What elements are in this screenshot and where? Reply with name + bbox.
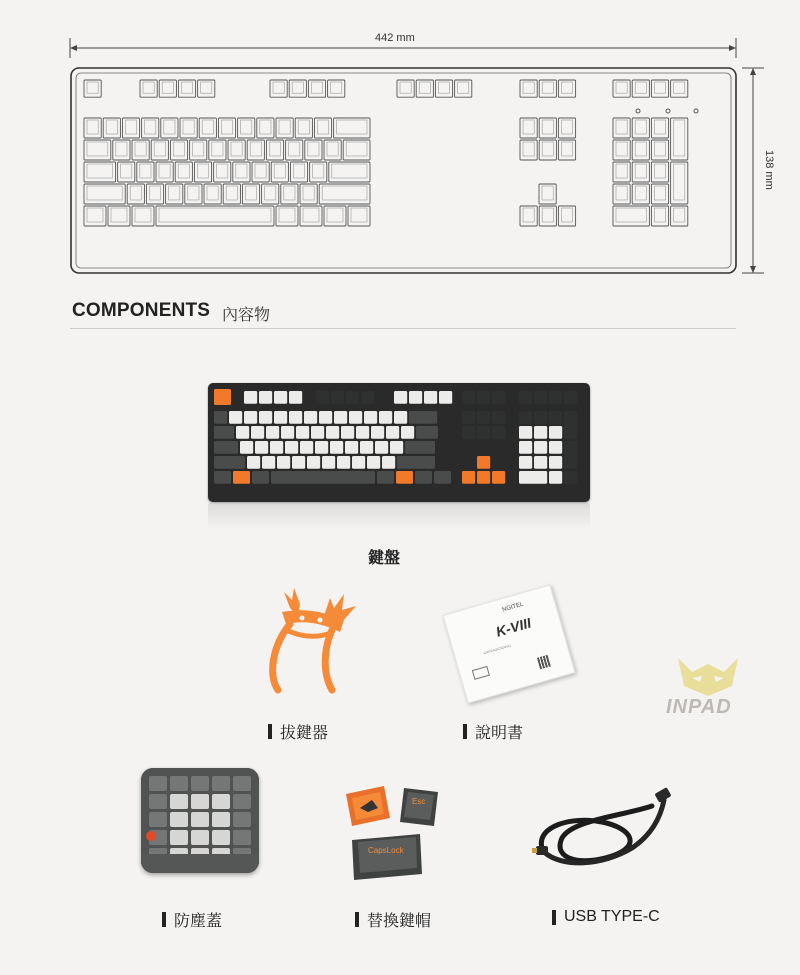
wireframe-key <box>151 140 168 160</box>
keyboard-key <box>549 456 562 469</box>
dust-cover-caption <box>162 908 222 931</box>
keyboard-photo <box>208 383 590 502</box>
keyboard-key <box>281 426 294 439</box>
keyboard-key <box>214 389 231 405</box>
wireframe-key <box>223 184 240 204</box>
keyboard-key <box>519 441 532 454</box>
wireframe-key <box>146 184 163 204</box>
wireframe-key <box>137 162 154 182</box>
keyboard-key <box>214 426 234 439</box>
wireframe-key <box>520 206 537 226</box>
wireframe-key <box>132 140 149 160</box>
keyboard-key <box>364 411 377 424</box>
keyboard-key <box>377 471 394 484</box>
keyboard-label: 鍵盤 <box>368 550 401 567</box>
keyboard-key <box>315 441 328 454</box>
keyboard-key <box>270 441 283 454</box>
keyboard-key <box>564 411 577 439</box>
keyboard-key <box>477 456 490 469</box>
keycap-puller-image <box>262 586 362 698</box>
wireframe-key <box>539 80 556 97</box>
keyboard-key <box>311 426 324 439</box>
wireframe-key <box>108 206 130 226</box>
keyboard-key <box>519 456 532 469</box>
wireframe-key <box>558 118 575 138</box>
section-divider <box>70 328 736 329</box>
wireframe-key <box>233 162 250 182</box>
keyboard-key <box>405 441 435 454</box>
wireframe-key <box>159 80 176 97</box>
keyboard-key <box>492 471 505 484</box>
keyboard-key <box>416 426 438 439</box>
wireframe-key <box>651 118 668 138</box>
height-dimension-label: 138 mm <box>763 150 775 190</box>
keyboard-key <box>240 441 253 454</box>
keyboard-key <box>394 411 407 424</box>
wireframe-key <box>84 80 101 97</box>
keyboard-key <box>262 456 275 469</box>
manual-label: 說明書 <box>475 725 524 742</box>
keyboard-key <box>519 471 547 484</box>
keyboard-key <box>346 391 359 404</box>
keyboard-key <box>534 411 547 424</box>
keyboard-key <box>255 441 268 454</box>
wireframe-key <box>252 162 269 182</box>
wireframe-key <box>613 162 630 182</box>
watermark-text: INPAD <box>666 696 732 718</box>
wireframe-key <box>84 162 116 182</box>
replacement-keycaps-label: 替換鍵帽 <box>367 913 432 930</box>
esc-label: Esc <box>412 797 426 806</box>
wireframe-key <box>166 184 183 204</box>
keyboard-key <box>534 426 547 439</box>
wireframe-key <box>84 118 101 138</box>
wireframe-key <box>558 206 575 226</box>
keyboard-key <box>292 456 305 469</box>
wireframe-key <box>271 162 288 182</box>
wireframe-key <box>262 184 279 204</box>
dust-cover-image <box>141 768 259 873</box>
manual-logo-box <box>472 666 490 680</box>
keyboard-key <box>397 456 435 469</box>
keyboard-key <box>300 441 313 454</box>
inpad-watermark <box>662 652 754 722</box>
wireframe-key <box>308 80 325 97</box>
owl-logo-icon <box>662 652 754 702</box>
keyboard-key <box>390 441 403 454</box>
wireframe-key <box>632 140 649 160</box>
wireframe-key <box>632 80 649 97</box>
keyboard-key <box>259 391 272 404</box>
keyboard-key <box>307 456 320 469</box>
wireframe-key <box>334 118 370 138</box>
wireframe-key <box>290 162 307 182</box>
keyboard-key <box>492 391 505 404</box>
wireframe-key <box>613 140 630 160</box>
keyboard-key <box>274 391 287 404</box>
keyboard-key <box>462 426 475 439</box>
keyboard-key <box>434 471 451 484</box>
keyboard-key <box>462 411 475 424</box>
wireframe-key <box>198 80 215 97</box>
dust-cover-label: 防塵蓋 <box>174 913 223 930</box>
keyboard-key <box>375 441 388 454</box>
keyboard-key <box>271 471 375 484</box>
wireframe-key <box>329 162 370 182</box>
qr-code-icon <box>537 655 552 670</box>
keyboard-key <box>331 391 344 404</box>
wireframe-key <box>122 118 139 138</box>
manual-lines: ▭▭▭▭▭▭ <box>482 642 512 657</box>
keyboard-key <box>337 456 350 469</box>
wireframe-key <box>194 162 211 182</box>
usb-cable-label: USB TYPE-C <box>564 908 660 925</box>
wireframe-key <box>651 206 668 226</box>
wireframe-key <box>142 118 159 138</box>
wireframe-key <box>671 118 688 160</box>
keyboard-key <box>229 411 242 424</box>
wireframe-key <box>84 184 125 204</box>
keyboard-key <box>214 456 245 469</box>
keyboard-key <box>424 391 437 404</box>
wireframe-key <box>671 162 688 204</box>
wireframe-key <box>310 162 327 182</box>
keyboard-key <box>379 411 392 424</box>
wireframe-key <box>328 80 345 97</box>
keycap-puller-label: 拔鍵器 <box>280 725 329 742</box>
keyboard-key <box>492 426 505 439</box>
wireframe-key <box>257 118 274 138</box>
keyboard-key <box>409 411 437 424</box>
wireframe-key <box>314 118 331 138</box>
wireframe-key <box>651 162 668 182</box>
keyboard-key <box>326 426 339 439</box>
keyboard-key <box>251 426 264 439</box>
capslock-label: CapsLock <box>368 846 404 855</box>
keyboard-key <box>289 391 302 404</box>
wireframe-key <box>178 80 195 97</box>
keyboard-key <box>361 391 374 404</box>
keyboard-key <box>252 471 269 484</box>
keyboard-key <box>396 471 413 484</box>
wireframe-key <box>270 80 287 97</box>
keyboard-key <box>277 456 290 469</box>
wireframe-key <box>520 140 537 160</box>
keyboard-key <box>564 471 577 484</box>
wireframe-key <box>84 206 106 226</box>
wireframe-key <box>132 206 154 226</box>
keyboard-key <box>330 441 343 454</box>
usb-cable-caption <box>552 908 660 926</box>
wireframe-key <box>170 140 187 160</box>
wireframe-key <box>416 80 433 97</box>
wireframe-key <box>319 184 370 204</box>
keyboard-key <box>236 426 249 439</box>
keyboard-key <box>259 411 272 424</box>
wireframe-key <box>397 80 414 97</box>
wireframe-key <box>305 140 322 160</box>
keyboard-key <box>214 441 238 454</box>
keyboard-key <box>477 391 490 404</box>
wireframe-key <box>539 184 556 204</box>
keyboard-key <box>233 471 250 484</box>
wireframe-key <box>175 162 192 182</box>
wireframe-key <box>190 140 207 160</box>
wireframe-key <box>651 80 668 97</box>
keyboard-key <box>534 441 547 454</box>
wireframe-key <box>632 118 649 138</box>
wireframe-key <box>435 80 452 97</box>
keyboard-key <box>356 426 369 439</box>
replacement-keycaps-image <box>338 778 448 884</box>
components-title: COMPONENTS <box>72 300 211 321</box>
wireframe-key <box>343 140 370 160</box>
wireframe-key <box>238 118 255 138</box>
wireframe-key <box>520 118 537 138</box>
wireframe-key <box>324 140 341 160</box>
wireframe-key <box>103 118 120 138</box>
wireframe-key <box>613 206 649 226</box>
wireframe-key <box>266 140 283 160</box>
wireframe-key <box>161 118 178 138</box>
capslock-keycap <box>352 834 422 880</box>
keyboard-key <box>244 411 257 424</box>
wireframe-key <box>286 140 303 160</box>
wireframe-key <box>185 184 202 204</box>
wireframe-key <box>242 184 259 204</box>
keyboard-key <box>349 411 362 424</box>
wireframe-key <box>118 162 135 182</box>
wireframe-key <box>214 162 231 182</box>
keyboard-key <box>439 391 452 404</box>
wireframe-key <box>209 140 226 160</box>
keyboard-key <box>519 411 532 424</box>
wireframe-key <box>671 206 688 226</box>
keyboard-key <box>352 456 365 469</box>
keyboard-key <box>367 456 380 469</box>
keyboard-key <box>319 411 332 424</box>
keyboard-key <box>247 456 260 469</box>
keyboard-key <box>549 426 562 439</box>
keyboard-key <box>360 441 373 454</box>
manual-image <box>442 584 575 703</box>
wireframe-key <box>539 140 556 160</box>
wireframe-key <box>613 118 630 138</box>
keyboard-key <box>304 411 317 424</box>
keyboard-key <box>382 456 395 469</box>
wireframe-key <box>558 140 575 160</box>
wireframe-key <box>632 162 649 182</box>
components-subtitle: 內容物 <box>222 307 271 324</box>
keyboard-key <box>244 391 257 404</box>
keyboard-caption <box>368 545 400 568</box>
keyboard-dimension-drawing <box>0 0 800 290</box>
keycap-puller-caption <box>268 720 328 743</box>
keyboard-key <box>371 426 384 439</box>
dust-cover-accent <box>146 831 156 841</box>
wireframe-keys <box>84 80 688 226</box>
wireframe-key <box>651 184 668 204</box>
keyboard-key <box>296 426 309 439</box>
keyboard-key <box>285 441 298 454</box>
keyboard-key <box>409 391 422 404</box>
manual-model: K-VIII <box>494 614 533 640</box>
keyboard-key <box>492 411 505 424</box>
wireframe-key <box>156 206 274 226</box>
wireframe-key <box>613 184 630 204</box>
keyboard-key <box>334 411 347 424</box>
keyboard-key <box>519 391 532 404</box>
wireframe-key <box>539 206 556 226</box>
keyboard-key <box>549 411 562 424</box>
keyboard-key <box>462 471 475 484</box>
wireframe-key <box>180 118 197 138</box>
keyboard-reflection <box>208 503 590 529</box>
usb-cable-image <box>532 786 682 876</box>
orange-logo-keycap <box>346 786 390 826</box>
wireframe-key <box>455 80 472 97</box>
wireframe-key <box>204 184 221 204</box>
wireframe-key <box>140 80 157 97</box>
keyboard-key <box>341 426 354 439</box>
wireframe-key <box>300 184 317 204</box>
keyboard-key <box>477 411 490 424</box>
wireframe-key <box>247 140 264 160</box>
keyboard-key <box>316 391 329 404</box>
keyboard-key <box>345 441 358 454</box>
keyboard-key <box>322 456 335 469</box>
keyboard-key <box>549 391 562 404</box>
wireframe-key <box>671 80 688 97</box>
keyboard-key <box>564 441 577 469</box>
wireframe-key <box>632 184 649 204</box>
wireframe-key <box>558 80 575 97</box>
keyboard-key <box>266 426 279 439</box>
wireframe-key <box>218 118 235 138</box>
keyboard-key <box>549 471 562 484</box>
manual-caption <box>463 720 523 743</box>
width-dimension-label: 442 mm <box>375 32 415 44</box>
keyboard-key <box>519 426 532 439</box>
wireframe-key <box>84 140 111 160</box>
wireframe-key <box>228 140 245 160</box>
keyboard-key <box>214 471 231 484</box>
keyboard-key <box>564 391 577 404</box>
wireframe-key <box>199 118 216 138</box>
keyboard-key <box>534 391 547 404</box>
keyboard-key <box>477 471 490 484</box>
keyboard-key <box>394 391 407 404</box>
wireframe-key <box>520 80 537 97</box>
keyboard-key <box>274 411 287 424</box>
wireframe-key <box>651 140 668 160</box>
keyboard-key <box>386 426 399 439</box>
keyboard-key <box>401 426 414 439</box>
wireframe-key <box>276 118 293 138</box>
wireframe-key <box>156 162 173 182</box>
keyboard-key <box>462 391 475 404</box>
esc-keycap <box>400 788 438 826</box>
wireframe-key <box>295 118 312 138</box>
keyboard-key <box>477 426 490 439</box>
wireframe-key <box>113 140 130 160</box>
keyboard-key <box>289 411 302 424</box>
manual-brand: NGITEL <box>501 601 525 614</box>
wireframe-key <box>289 80 306 97</box>
wireframe-key <box>539 118 556 138</box>
keyboard-key <box>214 411 227 424</box>
wireframe-key <box>613 80 630 97</box>
wireframe-key <box>127 184 144 204</box>
replacement-keycaps-caption <box>355 908 431 931</box>
keyboard-key <box>549 441 562 454</box>
keyboard-key <box>415 471 432 484</box>
keyboard-key <box>534 456 547 469</box>
wireframe-key <box>281 184 298 204</box>
